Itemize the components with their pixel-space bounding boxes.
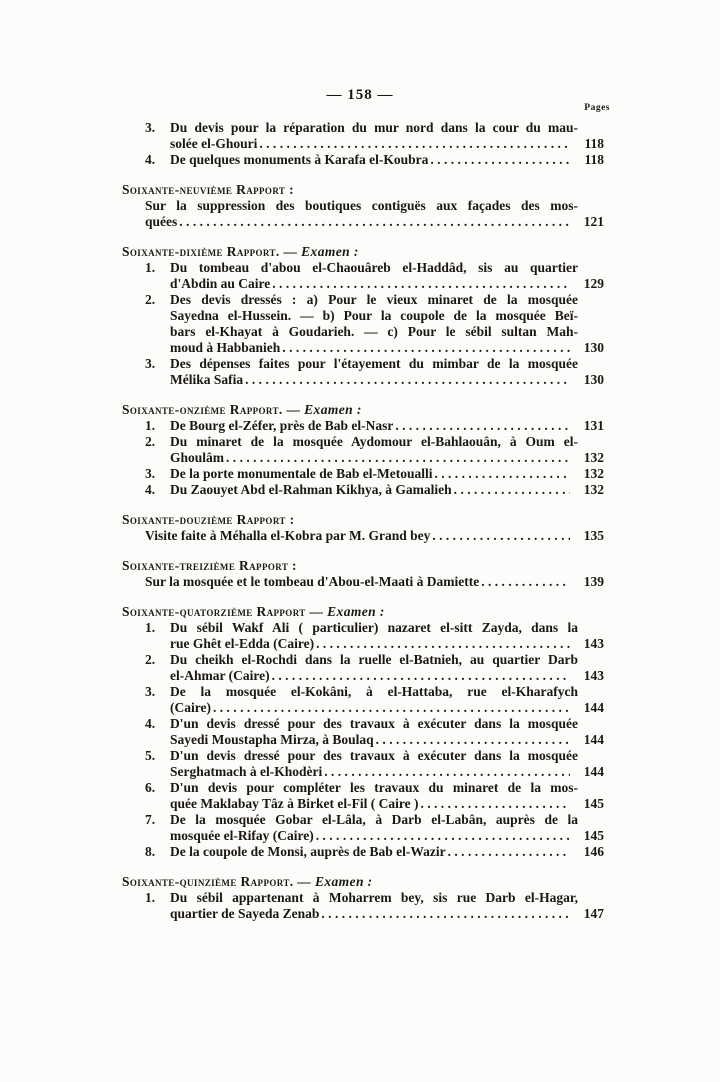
entry-text: De la coupole de Monsi, auprès de Bab el-Wazir [170,844,446,859]
entry-line [170,906,604,922]
entry-line [170,732,604,748]
page-folio-number: — 158 — [326,87,394,103]
entry-text: Serghatmach à el-Khodèri [170,764,323,779]
entry-text: Du Zaouyet Abd el-Rahman Kikhya, à Gamalieh [170,482,452,497]
entry-text: D'un devis dressé pour des travaux à exécuter dans la mosquée [170,716,578,731]
entry-text: (Caire) [170,700,211,715]
toc-section [122,402,604,498]
examen-label: — Examen : [282,402,362,417]
examen-label: — Examen : [279,244,359,259]
entry-text: De la mosquée Gobar el-Lâla, à Darb el-Labân, auprès de la [170,812,578,827]
entry-text: D'un devis pour compléter les travaux du minaret de la mos- [170,780,578,795]
entry-text: solée el-Ghouri [170,136,258,151]
entry-page-number: 145 [583,828,604,843]
entry-body [170,152,604,168]
toc-section [122,244,604,388]
toc-entry [122,780,604,812]
entry-line [145,198,604,214]
toc-entry [122,574,604,590]
section-heading [122,244,604,260]
entry-text: Du cheikh el-Rochdi dans la ruelle el-Batnieh, au quartier Darb [170,652,578,667]
entry-text: Du tombeau d'abou el-Chaouâreb el-Haddâd, sis au quartier [170,260,578,275]
entry-body [170,716,604,748]
entry-line [170,292,604,308]
entry-page-number: 143 [583,668,604,683]
entry-line [170,308,604,324]
pages-column-label: Pages [584,103,610,113]
entry-number: 4. [145,716,156,731]
entry-text: el-Ahmar (Caire) [170,668,270,683]
section-heading [122,512,604,528]
entry-line [170,780,604,796]
entry-text: Du minaret de la mosquée Aydomour el-Bahlaouân, à Oum el- [170,434,578,449]
dot-leader [316,636,570,652]
entry-line [170,450,604,466]
report-title: Soixante-dixième Rapport. [122,244,280,259]
entry-text: quée Maklabay Tâz à Birket el-Fil ( Caire ) [170,796,419,811]
toc-entry [122,716,604,748]
entry-page-number: 118 [584,136,604,151]
toc-entry [122,890,604,922]
entry-body [170,120,604,152]
entry-page-number: 139 [583,574,604,589]
dot-leader [376,732,570,748]
dot-leader [434,466,570,482]
entry-text: Du sébil Wakf Ali ( particulier) nazaret el-sitt Zayda, dans la [170,620,578,635]
entry-text: mosquée el-Rifay (Caire) [170,828,314,843]
toc-section [122,512,604,544]
dot-leader [321,906,570,922]
dot-leader [272,668,570,684]
toc-entry [122,152,604,168]
entry-line [170,796,604,812]
entry-line [170,324,604,340]
entry-body [170,418,604,434]
entry-line [170,700,604,716]
toc-entry [122,292,604,356]
dot-leader [481,574,570,590]
entry-text: Du devis pour la réparation du mur nord dans la cour du mau- [170,120,578,135]
entry-text: Des devis dressés : a) Pour le vieux minaret de la mosquée [170,292,578,307]
entry-text: quartier de Sayeda Zenab [170,906,320,921]
toc-entry [122,812,604,844]
entry-page-number: 145 [583,796,604,811]
entry-page-number: 118 [584,152,604,167]
entry-number: 7. [145,812,156,827]
entry-line [170,276,604,292]
entry-number: 1. [145,890,156,905]
entry-number: 6. [145,780,156,795]
report-title: Soixante-neuvième Rapport : [122,182,294,197]
entry-text: Sur la mosquée et le tombeau d'Abou-el-Maati à Damiette [145,574,480,589]
dot-leader [226,450,570,466]
entry-page-number: 147 [583,906,604,921]
toc-entry [122,482,604,498]
dot-leader [324,764,570,780]
entry-line [170,120,604,136]
entry-line [170,482,604,498]
entry-body [145,574,604,590]
entry-number: 3. [145,356,156,371]
entry-text: De Bourg el-Zéfer, près de Bab el-Nasr [170,418,394,433]
report-title: Soixante-quinzième Rapport. [122,874,294,889]
entry-line [170,620,604,636]
entry-line [170,890,604,906]
table-of-contents [122,120,604,922]
entry-number: 3. [145,466,156,481]
entry-number: 5. [145,748,156,763]
entry-body [170,292,604,356]
entry-text: D'un devis dressé pour des travaux à exécuter dans la mosquée [170,748,578,763]
entry-line [170,844,604,860]
entry-text: Du sébil appartenant à Moharrem bey, sis rue Darb el-Hagar, [170,890,578,905]
entry-page-number: 132 [583,482,604,497]
entry-line [170,748,604,764]
entry-text: bars el-Khayat à Goudarieh. — c) Pour le sébil sultan Mah- [170,324,578,339]
entry-text: Des dépenses faites pour l'étayement du mimbar de la mosquée [170,356,578,371]
entry-page-number: 144 [583,700,604,715]
toc-entry [122,684,604,716]
dot-leader [316,828,570,844]
entry-line [170,466,604,482]
entry-number: 1. [145,620,156,635]
toc-section [122,874,604,922]
entry-line [170,636,604,652]
dot-leader [213,700,570,716]
toc-entry [122,198,604,230]
section-heading [122,558,604,574]
entry-number: 4. [145,152,156,167]
entry-line [170,684,604,700]
dot-leader [259,136,570,152]
entry-text: rue Ghêt el-Edda (Caire) [170,636,315,651]
entry-line [170,372,604,388]
entry-number: 1. [145,260,156,275]
entry-text: Sayedi Moustapha Mirza, à Boulaq [170,732,374,747]
report-title: Soixante-onzième Rapport. [122,402,283,417]
entry-body [170,748,604,780]
entry-number: 2. [145,652,156,667]
entry-body [170,466,604,482]
entry-line [170,668,604,684]
entry-body [170,652,604,684]
dot-leader [282,340,570,356]
dot-leader [430,152,570,168]
entry-number: 4. [145,482,156,497]
entry-page-number: 135 [583,528,604,543]
entry-line [170,340,604,356]
examen-label: — Examen : [293,874,373,889]
toc-entry [122,120,604,152]
dot-leader [448,844,570,860]
entry-line [170,764,604,780]
entry-page-number: 132 [583,450,604,465]
entry-body [170,812,604,844]
entry-page-number: 132 [583,466,604,481]
dot-leader [395,418,570,434]
entry-page-number: 130 [583,372,604,387]
toc-entry [122,434,604,466]
entry-number: 2. [145,434,156,449]
report-title: Soixante-quatorzième Rapport [122,604,306,619]
entry-line [170,260,604,276]
entry-body [170,684,604,716]
entry-body [170,890,604,922]
dot-leader [454,482,570,498]
entry-number: 8. [145,844,156,859]
section-heading [122,604,604,620]
entry-line [170,828,604,844]
entry-body [170,844,604,860]
entry-text: Sur la suppression des boutiques contiguës aux façades des mos- [145,198,578,213]
entry-line [145,574,604,590]
entry-text: De la porte monumentale de Bab el-Metoualli [170,466,433,481]
entry-body [170,434,604,466]
toc-entry [122,260,604,292]
entry-line [170,356,604,372]
toc-entry [122,356,604,388]
entry-body [145,198,604,230]
entry-line [170,418,604,434]
entry-text: Visite faite à Méhalla el-Kobra par M. Grand bey [145,528,431,543]
entry-page-number: 146 [583,844,604,859]
entry-text: De quelques monuments à Karafa el-Koubra [170,152,429,167]
entry-body [170,260,604,292]
entry-number: 1. [145,418,156,433]
entry-text: Sayedna el-Hussein. — b) Pour la coupole de la mosquée Beï- [170,308,578,323]
entry-page-number: 144 [583,732,604,747]
entry-body [170,620,604,652]
entry-text: quées [145,214,178,229]
entry-line [170,812,604,828]
report-title: Soixante-douzième Rapport : [122,512,295,527]
dot-leader [245,372,570,388]
toc-entry [122,652,604,684]
entry-text: d'Abdin au Caire [170,276,271,291]
entry-line [170,434,604,450]
entry-page-number: 130 [583,340,604,355]
entry-page-number: 121 [583,214,604,229]
dot-leader [272,276,570,292]
entry-body [170,780,604,812]
toc-section [122,120,604,168]
entry-line [145,214,604,230]
toc-entry [122,844,604,860]
entry-line [145,528,604,544]
section-heading [122,182,604,198]
entry-page-number: 144 [583,764,604,779]
entry-line [170,716,604,732]
entry-body [145,528,604,544]
report-title: Soixante-treizième Rapport : [122,558,297,573]
toc-entry [122,418,604,434]
toc-section [122,604,604,860]
entry-body [170,356,604,388]
toc-entry [122,748,604,780]
examen-label: — Examen : [305,604,385,619]
toc-entry [122,528,604,544]
entry-number: 3. [145,120,156,135]
entry-text: Mélika Safia [170,372,244,387]
toc-entry [122,466,604,482]
entry-page-number: 131 [583,418,604,433]
entry-text: Ghoulâm [170,450,225,465]
entry-number: 3. [145,684,156,699]
entry-page-number: 143 [583,636,604,651]
entry-line [170,136,604,152]
entry-body [170,482,604,498]
entry-line [170,152,604,168]
entry-line [170,652,604,668]
section-heading [122,402,604,418]
entry-text: De la mosquée el-Kokâni, à el-Hattaba, rue el-Kharafych [170,684,578,699]
dot-leader [420,796,570,812]
toc-section [122,558,604,590]
dot-leader [179,214,570,230]
entry-page-number: 129 [583,276,604,291]
entry-text: moud à Habbanieh [170,340,281,355]
dot-leader [432,528,570,544]
entry-number: 2. [145,292,156,307]
toc-entry [122,620,604,652]
section-heading [122,874,604,890]
toc-section [122,182,604,230]
